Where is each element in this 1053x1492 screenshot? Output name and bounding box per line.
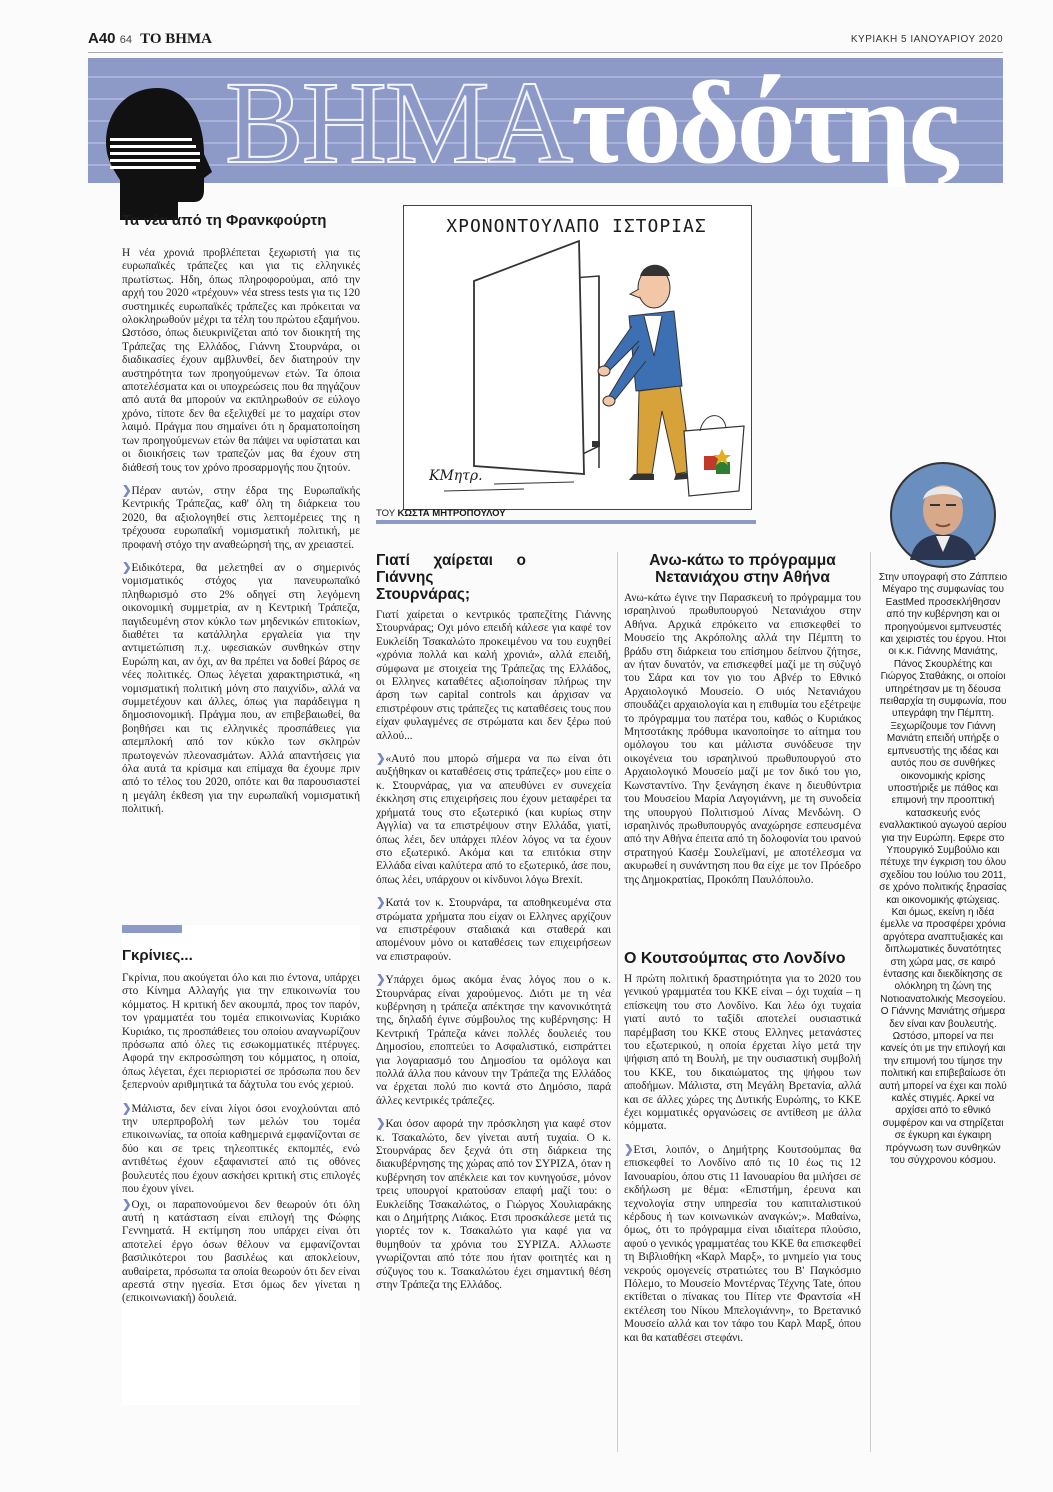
masthead-part1: ΒΗΜΑ: [225, 57, 572, 188]
arrow-icon: ❯: [122, 1198, 132, 1211]
cartoon-signature: ΚΜητρ.: [429, 468, 483, 484]
sidebar-eastmed: [878, 572, 1008, 1168]
paragraph: ❯Πέραν αυτών, στην έδρα της Ευρωπαϊκής Κεντρικής Τράπεζας, καθ' όλη τη διάρκεια του 2020, θα αξιολογηθεί στις λεπτομέρειες της η τρέχουσα ευρωπαϊκή νομισματική πολιτική, με προφανή στόχο την αναθεώρησή της, αν χρειαστεί.: [122, 484, 360, 551]
cartoon-frame: [403, 205, 752, 510]
paragraph: Γιατί χαίρεται ο κεντρικός τραπεζίτης Γιάννης Στουρνάρας; Οχι μόνο επειδή κάλεσε για καφέ τον Ευκλείδη Τσακαλώτο προκειμένου να του ευχηθεί «χρόνια πολλά και καλή χρονιά», αλλά επειδή, σύμφωνα με στοιχεία της Τράπεζας της Ελλάδος, οι Ελληνες καταθέτες αξιοποίησαν πλήρως την άρση των capital controls και άρχισαν να επιστρέφουν στις τράπεζες τις καταθέσεις τους που είχαν φυλαγμένες σε στρώματα και δεν ξέρω πού αλλού...: [376, 609, 611, 742]
paragraph: ❯Οχι, οι παραπονούμενοι δεν θεωρούν ότι όλη αυτή η κατάσταση είναι επιλογή της Φώφης Γεννηματά. Η εκτίμηση που υπάρχει είναι ότι αποτελεί έργο όσων θέλουν να εμφανίζονται βασιλικότεροι του βασιλέως και αποκλείουν, αυθαίρετα, πρόσωπα τα οποία θεωρούν ότι δεν είναι αρεστά στην ηγεσία. Ετσι όμως δεν γίνεται η (επικοινωνιακή) δουλειά.: [122, 1198, 360, 1305]
credit-rule: [376, 520, 756, 524]
column-divider: [870, 552, 871, 1452]
paragraph: Ανω-κάτω έγινε την Παρασκευή το πρόγραμμα του ισραηλινού πρωθυπουργού Νετανιάχου στην Αθήνα. Αρχικά επρόκειτο να επισκεφθεί το Μουσείο της Ακρόπολης αλλά την Πέμπτη το βράδυ στη διάρκεια του επίσημου δείπνου ζήτησε, αν ήταν δυνατόν, να επισκεφθεί μαζί με τη σύζυγό του Σάρα και τον γιο του Αβνέρ το Εθνικό Αρχαιολογικό Μουσείο. Ο υιός Νετανιάχου σπουδάζει αρχαιολογία και η επιθυμία του εξέτρεψε το πρόγραμμα του πατέρα του, καθώς ο Κυριάκος Μητσοτάκης πρόθυμα ικανοποίησε το αίτημα του ομόλογου του και μάλιστα συνόδευσε την οικογένεια του ισραηλινού πρωθυπουργού στο Αρχαιολογικό Μουσείο μαζί με τον δικό του γιο, Κωνσταντίνο. Την ξενάγηση έκανε η διευθύντρια του Μουσείου Μαρία Λαγογιάννη, με τη συνοδεία της υπουργού Πολιτισμού Λίνας Μενδώνη. Ο ισραηλινός πρωθυπουργός αναχώρησε εσπευσμένα από την Αθήνα έπειτα από τη δολοφονία του ιρανού στρατηγού Κασέμ Σουλεϊμανί, με αποτέλεσμα να ακυρωθεί η συνάντηση που θα είχε με τον Πρόεδρο της Δημοκρατίας, Προκόπη Παυλόπουλο.: [624, 592, 861, 886]
arrow-icon: ❯: [376, 974, 386, 987]
head-silhouette-icon: [98, 80, 218, 230]
portrait-photo: [888, 460, 998, 570]
dateline: ΚΥΡΙΑΚΗ 5 ΙΑΝΟΥΑΡΙΟΥ 2020: [850, 34, 1003, 45]
arrow-icon: ❯: [376, 753, 386, 766]
paragraph: ❯Ειδικότερα, θα μελετηθεί αν ο σημερινός νομισματικός στόχος για πανευρωπαϊκό πληθωρισμό στο 2% οδηγεί στη λεγόμενη οικονομική συμμετρία, αν η Κεντρική Τράπεζα, παγιδευμένη στον κύκλο των μηδενικών επιτοκίων, διαθέτει τα κατάλληλα εργαλεία για την αντιμετώπιση π.χ. υφεσιακών συνθηκών στην Ευρώπη και, αν όχι, αν θα πρέπει να δοθεί βάρος σε νέες πολιτικές. Οπως λέγεται χαρακτηριστικά, «η νομισματική πολιτική μόνη στο παιχνίδι», αλλά να συμμετέχουν και άλλες, όπως για παράδειγμα η δημοσιονομική. Πράγμα που, αν επιβεβαιωθεί, θα βοηθήσει και τις ελληνικές προσπάθειες για απεμπλοκή από τον κύκλο των σκληρών πρωτογενών πλεονασμάτων. Αλλά απαντήσεις για όλα αυτά τα κρίσιμα και επίμαχα θα έχουμε πριν από το τέλος του 2020, οπότε και θα παρουσιαστεί η μεγάλη έκθεση για την ευρωπαϊκή νομισματική πολιτική.: [122, 561, 360, 816]
column-divider: [617, 552, 618, 1452]
arrow-icon: ❯: [122, 561, 132, 574]
paragraph: ❯Και όσον αφορά την πρόσκληση για καφέ στον κ. Τσακαλώτο, δεν γίνεται αυτή τυχαία. Ο κ. Στουρνάρας δεν ξεχνά ότι στη διάρκεια της διακυβέρνησης της χώρας από τον ΣΥΡΙΖΑ, όταν η κυβέρνηση τον απέκλειε και τον κυνηγούσε, μόνον τρεις υπουργοί κρατούσαν επαφή μαζί του: ο Ευκλείδης Τσακαλώτος, ο Γιώργος Χουλιαράκης και ο Δημήτρης Λιάκος. Ετσι προσκάλεσε μετά τις γιορτές τον κ. Τσακαλώτο για καφέ για να θυμηθούν τα χρόνια του ΣΥΡΙΖΑ. Αλλωστε γνωρίζονται από τότε που ήταν φοιτητές και η σύζυγος του κ. Τσακαλώτου έχει σημαντική θέση στην Τράπεζα της Ελλάδος.: [376, 1118, 611, 1292]
masthead-part2: τοδότης: [571, 57, 955, 188]
paragraph: Η νέα χρονιά προβλέπεται ξεχωριστή για τις ευρωπαϊκές τράπεζες και για τις ελληνικές πρωτίστως. Ηδη, όπως πληροφορούμαι, από την αρχή του 2020 «τρέχουν» νέα stress tests για τις 120 συστημικές ευρωπαϊκές τράπεζες και πρόκειται να ολοκληρωθούν μέχρι τα τέλη του πρώτου εξαμήνου. Ωστόσο, όπως διευκρινίζεται από τον διοικητή της Τράπεζας της Ελλάδος, Γιάννη Στουρνάρα, οι διαδικασίες έχουν αμβλυνθεί, δεν διατηρούν την αυστηρότητα των προηγούμενων ετών. Τα όποια αποτελέσματα και οι υποχρεώσεις που θα πηγάζουν από αυτά θα μπορούν να εκπληρωθούν σε εύλογο χρόνο, τίποτε δεν θα εξελιχθεί με το μαχαίρι στον λαιμό. Πράγμα που σημαίνει ότι η δραματοποίηση των προηγούμενων ετών θα πάψει να υφίσταται και οι διοικήσεις των τραπεζών μας θα έχουν στη διάθεσή τους τον χρόνο προσαρμογής που ζητούν.: [122, 247, 360, 474]
paragraph: ❯Υπάρχει όμως ακόμα ένας λόγος που ο κ. Στουρνάρας είναι χαρούμενος. Διότι με τη νέα κυβέρνηση η τράπεζα απέκτησε την κανονικότητά της, δηλαδή έγινε σύμβουλος της κυβέρνησης: Η Κεντρική Τράπεζα κάνει πολλές δουλειές του Δημοσίου, εποπτεύει το Ασφαλιστικό, εισπράττει για λογαριασμό του Δημοσίου τα ομόλογα και πολλά άλλα που κάνουν την Τράπεζα της Ελλάδος να έρχεται πολύ πιο κοντά στο Δημόσιο, παρά άλλες κεντρικές τράπεζες.: [376, 974, 611, 1107]
paragraph: Γκρίνια, που ακούγεται όλο και πιο έντονα, υπάρχει στο Κίνημα Αλλαγής για την επικοινωνία του κόμματος. Η κριτική δεν ακουμπά, προς τον παρόν, τον γραμματέα του τομέα επικοινωνίας Κυριάκο Κυριάκο, τις προσπάθειες του οποίου αναγνωρίζουν πρόσωπα από όλες τις εσωκομματικές πτέρυγες. Αφορά την εκπροσώπηση του κόμματος, η οποία, όπως λέγεται, έχει περιοριστεί σε πρόσωπα που δεν ξεπερνούν αριθμητικά τα δάχτυλα του ενός χεριού.: [122, 972, 360, 1092]
paragraph: ❯Ετσι, λοιπόν, ο Δημήτρης Κουτσούμπας θα επισκεφθεί το Λονδίνο από τις 10 έως τις 12 Ιανουαρίου, όπου στις 11 Ιανουαρίου θα μιλήσει σε εκδήλωση με θέμα: «Επιστήμη, έρευνα και τεχνολογία στην υπηρεσία του καπιταλιστικού κέρδους ή των κοινωνικών αναγκών;». Μαθαίνω, όμως, ότι το πρόγραμμα είναι ιδιαίτερα πλούσιο, αφού ο γενικός γραμματέας του ΚΚΕ θα επισκεφθεί τη Βιβλιοθήκη «Καρλ Μαρξ», το μνημείο για τους νεκρούς ομογενείς στρατιώτες του Β' Παγκόσμιο Πόλεμο, το Μουσείο Μοντέρνας Τέχνης Tate, όπου εκτίθεται ο πίνακας του Πίτερ ντε Φραντσία «Η εκτέλεση του Νίκου Μπελογιάννη», το Βρετανικό Μουσείο αλλά και τον τάφο του Καρλ Μαρξ, όπου και θα καταθέσει στεφάνι.: [624, 1143, 861, 1344]
arrow-icon: ❯: [122, 484, 132, 497]
article-stournaras: [376, 552, 611, 1303]
section-tab: [122, 925, 182, 933]
paragraph: ❯Κατά τον κ. Στουρνάρα, τα αποθηκευμένα στα στρώματα χρήματα που είχαν οι Ελληνες αρχίζουν να επιστρέφουν σταδιακά και σταθερά και απομένουν μόνο οι καταθέσεις των επιχειρήσεων να επιστραφούν.: [376, 897, 611, 963]
paragraph: ❯«Αυτό που μπορώ σήμερα να πω είναι ότι αυξήθηκαν οι καταθέσεις στις τράπεζες» μου είπε ο κ. Στουρνάρας, για να απευθύνει εν συνεχεία έκκληση στις επιχειρήσεις που έχουν μεταφέρει τα χρήματά τους στο εξωτερικό (και κυρίως στην Αγγλία) να τα επιστρέψουν στην Ελλάδα, γιατί, όπως λέει, δεν υπάρχει πλέον λόγος να τα έχουν στο εξωτερικό. Ακόμα και τα επιτόκια στην Ελλάδα είναι καλύτερα από το εξωτερικό, άσε που, όπως λέει, υπάρχουν οι κίνδυνοι λόγω Brexit.: [376, 753, 611, 886]
paragraph: ❯Μάλιστα, δεν είναι λίγοι όσοι ενοχλούνται από την υπερπροβολή των μελών του τομέα επικοινωνίας, τα οποία καθημερινά εμφανίζονται σε δύο και σε τρεις τηλεοπτικές εκπομπές, ενώ αντιθέτως έχουν εξαφανιστεί από τις οθόνες βουλευτές που έχουν ασκήσει κριτική στις επιλογές που έχουν γίνει.: [122, 1102, 360, 1196]
article-title: Γκρίνιες...: [122, 947, 193, 964]
paper-name: ΤΟ ΒΗΜΑ: [140, 31, 212, 47]
top-bar: [88, 30, 1003, 53]
article-title: Ανω-κάτω το πρόγραμμα Νετανιάχου στην Αθήνα: [649, 552, 836, 586]
page-number: [88, 30, 212, 48]
article-koutsoumpas: [624, 950, 861, 1355]
cartoon-credit: [376, 508, 526, 519]
arrow-icon: ❯: [624, 1143, 634, 1156]
article-netanyahu: [624, 552, 861, 897]
cartoon-drawing: [404, 206, 751, 509]
paragraph: Η πρώτη πολιτική δραστηριότητα για το 2020 του γενικού γραμματέα του ΚΚΕ είναι – όχι τυχαία – η επίσκεψη του στο Λονδίνο. Και λέω όχι τυχαία γιατί αυτό το ταξίδι αποτελεί ουσιαστικά παρέμβαση του ΚΚΕ στους Ελληνες μετανάστες του εξωτερικού, η οποία έρχεται λίγο μετά την ψήφιση από τη Βουλή, με την ουσιαστική συμβολή του ΚΚΕ, του δικαιώματος της ψήφου των αποδήμων. Μάλιστα, στη Μεγάλη Βρετανία, αλλά και σε άλλες χώρες της Δυτικής Ευρώπης, το ΚΚΕ έχει κομματικές οργανώσεις σε αντίθεση με άλλα κόμματα.: [624, 973, 861, 1133]
article-title: Ο Κουτσούμπας στο Λονδίνο: [624, 950, 846, 967]
cartoon-title: ΧΡΟΝΟΝΤΟΥΛΑΠΟ ΙΣΤΟΡΙΑΣ: [446, 216, 707, 237]
sidebar-text: Στην υπογραφή στο Ζάππειο Μέγαρο της συμφωνίας του EastMed προσεκλήθησαν από την κυβέρνηση και οι προηγούμενοι εμπνευστές και χειριστές του έργου. Ητοι οι κ.κ. Γιάννης Μανιάτης, Πάνος Σκουρλέτης και Γιώργος Σταθάκης, οι οποίοι υπηρέτησαν με τη δέουσα πειθαρχία τη συμφωνία, που υπεγράφη την Πέμπτη. Ξεχωρίζουμε τον Γιάννη Μανιάτη επειδή υπήρξε ο εμπνευστής της ιδέας και αυτός που σε συνθήκες οικονομικής κρίσης υποστήριξε με πάθος και επιμονή την προοπτική κατασκευής ενός εναλλακτικού αγωγού αερίου για την Ευρώπη. Εφερε στο Υπουργικό Συμβούλιο και πέτυχε την έγκριση του όλου σχεδίου του Ιούλιο του 2011, σε χρόνο πολιτικής ξηρασίας και οικονομικής φτώχειας. Και όμως, εκείνη η ιδέα έμελλε να προσφέρει χρόνια αργότερα αναπτυξιακές και διπλωματικές δυνατότητες στη χώρα μας, σε καιρό έντασης και διεκδίκησης σε ολόκληρη τη ζώνη της Νοτιοανατολικής Μεσογείου. Ο Γιάννης Μανιάτης σήμερα δεν είναι καν βουλευτής. Ωστόσο, μπορεί να πει κανείς ότι με την επιλογή και την επιμονή του τίμησε την πολιτική και επιβεβαίωσε ότι αυτή μπορεί να έχει και πολύ καλές στιγμές. Αρκεί να αρχίσει από το εθνικό συμφέρον και να στηρίζεται σε έγκυρη και έγκαιρη πρόγνωση των συνθηκών του σύγχρονου κόσμου.: [878, 572, 1008, 1167]
arrow-icon: ❯: [376, 1118, 386, 1131]
article-frankfurt: [122, 212, 360, 827]
article-grinies: [122, 925, 360, 1405]
article-title: Τα νέα από τη Φρανκφούρτη: [122, 212, 327, 229]
page-label: A40: [88, 30, 116, 47]
article-title: Γιατί χαίρεται ο Γιάννης Στουρνάρας;: [376, 552, 526, 603]
arrow-icon: ❯: [122, 1102, 132, 1115]
credit-name: ΚΩΣΤΑ ΜΗΤΡΟΠΟΥΛΟΥ: [397, 508, 506, 519]
arrow-icon: ❯: [376, 897, 386, 910]
masthead-title: [225, 57, 955, 188]
credit-prefix: ΤΟΥ: [376, 508, 395, 519]
page-index: 64: [119, 34, 132, 46]
